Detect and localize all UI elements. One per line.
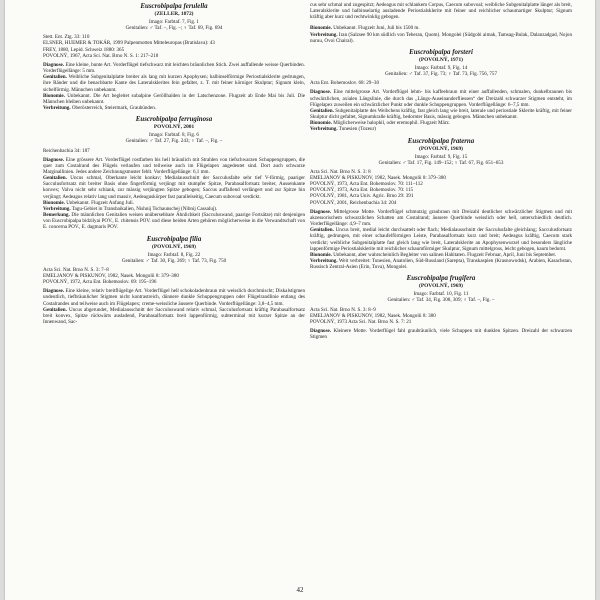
section-label: Bionomie.: [43, 92, 65, 99]
imago-reference: Imago: Farbtaf. 7, Fig. 1: [149, 19, 199, 25]
literature-reference: EMELJANOV & PISKUNOV, 1982, Nasek. Mongolii 8: 379–380: [310, 174, 446, 181]
section-text: Die männlichen Genitalien weisen unübersehbare Ähnlichkeit (Sacculuswand, paarige Fortsätze) mit denjenigen von Euscrobipalpa bidzilyai POV., E. chitensis POV. und diese beiden Arten gehören möglicherweise in die Verwandtschaft von E. concerna POV., E. dagmaris POV.: [43, 212, 305, 231]
description-section: [310, 209, 572, 227]
section-text: Mittelgrosse Motte. Vorderflügel schmutzig graubraun mit Dreizahl deutlicher schwärzlicher Stigmen und mit akzessorischem schwarzlichen Schatten am Costalrand; äussere Querbinde weisslich oder hell, unterschiedlich deutlich. Vorderflügellänge: 4,9–7 mm.: [310, 208, 572, 228]
section-label: Bemerkung.: [43, 212, 70, 219]
description-section: [43, 105, 305, 111]
genitalia-reference: Genitalien: ♂ Taf. 34, Fig. 308, 309; ♀ Taf. –, Fig. –: [387, 297, 495, 304]
literature-references: [310, 307, 572, 325]
continued-text: cus sehr schmal und zugespitzt; Aedeagus mit schlankem Corpus, Caecum subovoal; weibliche Subgenitalplatte länger als breit, Lateralsklerite und halbinselartig ausladende Periostialsklerite mit feiner und reichlicher schaumartiger Skulptur; Signum kräftig aber kurz und rechtwinklig gebogen.: [310, 2, 572, 21]
section-label: Diagnose.: [310, 208, 332, 215]
section-text: Unbekannt. Flugzeit Juni, Juli bis 1500 m.: [331, 25, 420, 32]
description-section: [43, 157, 305, 175]
literature-reference: POVOLNÝ, 1972, Acta Ent. Bohemoslov. 69: 195–196: [43, 279, 157, 286]
species-title: Euscrobipalpa ferruginosa: [135, 116, 213, 124]
species-title: Euscrobipalpa fraterna: [407, 137, 475, 145]
section-label: Genitalien.: [310, 107, 334, 114]
genitalia-reference: Genitalien: ♂ Taf. 27, Fig. 243; ♀ Taf. –, Fig. –: [125, 138, 223, 145]
literature-reference: POVOLNÝ, 1973 Acta Sci. Nat. Brno N. S. 7: 21: [310, 318, 412, 325]
section-text: Eine grössere Art. Vorderflügel rostfarben bis hell bräunlich mit Strahlen von tiefschwarzen Schuppengruppen, die quer zum Costalrand des Flügels verlaufen und teilweise auch im Flügelapex angedeutet sind. Dort auch schwarze Marginallinien. Jedes andere Zeichnungsmuster fehlt. Vorderflügellänge: 6,1 mm.: [43, 156, 305, 175]
section-text: Möglicherweise halophil, oder eremophil. Flugzeit März.: [331, 120, 451, 127]
literature-reference: Acta Sci. Nat. Brno N. S. 3: 8: [310, 168, 371, 175]
genitalia-reference: Genitalien: ♂ Taf. 17, Fig. 149–152; ♀ Taf. 67, Fig. 651–653: [378, 159, 504, 166]
literature-reference: Acta Sci. Nat. Brno N. S. 3: 8–9: [310, 306, 376, 313]
section-label: Verbreitung.: [310, 31, 338, 38]
section-text: Unbekannt, aber wahrscheinlich Begleiter von salinen Habitaten. Flugzeit Februar, April, Juni bis September.: [331, 251, 557, 258]
species-entry: [310, 25, 572, 43]
section-text: Oberösterreich, Steiermark, Graubünden.: [70, 105, 157, 112]
description-section: [43, 212, 305, 230]
description-section: [310, 89, 572, 107]
imago-reference: Imago: Farbtaf. 8, Fig. 6: [149, 132, 199, 139]
section-text: Uncus abgerundet, Medialausschnitt der Sacculuswand relativ schmal, Sacculusfortsatz kräftig Parabasalfortsatz breit konvex, Spitze rückwärts ausladend, Parabasalfortsatz breit lappenförmig, subterminal mit kurzer Spitze an der Innenwand, Sac-: [43, 306, 305, 326]
species-title: Euscrobipalpa ferulella: [140, 3, 208, 10]
section-label: Diagnose.: [310, 89, 332, 96]
page-number: 42: [296, 586, 304, 594]
section-label: Bionomie.: [310, 120, 332, 127]
section-text: Eine mittelgrosse Art. Vorderflügel lehm- bis kaffeebraun mit einer auffallenden, schmalen, dunkelbraunen bis schwärzlichen, axialen Längslinie, die durch das „Längs-Auseinanderfliessen“ der Dreizahl schwarzer Stigmen entsteht, im Flügelapex zuweilen ein schwärzlicher Punkt oder dunkle Schuppengruppen. Vorderflügellänge: 6–7,5 mm.: [310, 89, 572, 108]
section-text: Eine kleine, bunte Art. Vorderflügel tiefschwarz mit leichten bräunlichen Stich. Zwei auffallende weisse Querbinden. Vorderflügellänge: 5 mm.: [43, 61, 305, 75]
section-label: Bionomie.: [310, 251, 332, 258]
description-section: [310, 32, 572, 44]
literature-references: [43, 267, 305, 285]
section-label: Genitalien.: [43, 74, 67, 81]
literature-reference: POVOLNÝ, 1981, Acta Univ. Agric. Brno 29: 391: [310, 193, 414, 200]
species-title: Euscrobipalpa filia: [146, 235, 202, 243]
section-text: Weit verbreitet: Tunesien, Anatolien, Süd-Russland (Sarepta), Transkaspien (Krasnowodsk), Arabien, Kasachstan, Russisch Zentral-Asien (Erin, Tuva), Mongolei.: [310, 258, 572, 271]
section-text: Unbekannt. Die Art begleitet subalpine Geröllhalden in der Latschenzone. Flugzeit ab Ende Mai bis Juli. Die Männchen bleiben unbekannt.: [43, 92, 305, 105]
section-label: Diagnose.: [43, 156, 65, 163]
description-section: [310, 126, 572, 132]
species-entry: [310, 138, 572, 271]
literature-reference: EMELJANOV & PISKUNOV, 1982, Nasek. Mongolii 8: 380: [310, 312, 436, 319]
section-text: Unbekannt. Flugzeit Anfang Juli.: [64, 199, 134, 206]
literature-reference: POVOLNÝ, 1967, Acta Sci. Nat. Brno N. S. 1: 217–218: [43, 52, 159, 59]
literature-references: [310, 169, 572, 206]
species-author: (POVOLNÝ, 1971): [419, 56, 463, 63]
species-author: (POVOLNÝ, 1969): [419, 283, 463, 290]
section-text: Iran (Salzsee 90 km südlich von Teheran, Quom). Mongolei (Südgobi aimak, Tamsag-Bulak, Dalanzadgad, Nojon nuruu, Ovoi Chairal).: [310, 31, 572, 44]
section-label: Diagnose.: [43, 288, 65, 295]
description-section: [310, 108, 572, 120]
literature-references: [310, 80, 572, 86]
literature-reference: Reichenbachia 34: 187: [43, 147, 90, 154]
description-section: [43, 62, 305, 74]
genitalia-reference: Genitalien: ♂ Taf. –, Fig. –; ♀ Taf. 69, Fig. 694: [125, 25, 223, 32]
section-label: Verbreitung.: [43, 205, 71, 212]
imago-reference: Imago: Farbtaf. 8, Fig. 22: [147, 251, 201, 258]
section-text: Weibliche Subgenitalplatte breiter als lang mit kurzen Apophysen; halbinselförmige Periostialsklerite gedrungen, ihre Ränder und die benachbarte Kante des Lateralsklerites fein gefaltet, z. T. mit feiner körniger Skulptur; Signum klein, sichelförmig. Männchen unbekannt.: [43, 74, 305, 93]
species-entry: [43, 116, 305, 230]
species-entry: [310, 275, 572, 340]
imago-reference: Imago: Farbtaf. 9, Fig. 14: [414, 64, 468, 71]
genitalia-reference: Genitalien: ♂ Taf. 30, Fig. 269; ♀ Taf. 73, Fig. 750: [121, 257, 227, 264]
species-author: (ZELLER, 1872): [154, 11, 194, 17]
genitalia-reference: Genitalien: ♂ Taf. 37, Fig. 73; ♀ Taf. 73, Fig. 756, 757: [384, 71, 497, 78]
description-section: [43, 74, 305, 92]
imago-reference: Imago: Farbtaf. 10, Fig. 11: [413, 291, 469, 298]
right-column: [310, 2, 572, 345]
section-label: Diagnose.: [310, 328, 332, 335]
species-entry: [43, 236, 305, 326]
section-text: Subgenitalplatte des Weibchens kräftig, fast gleich lang wie breit, laterale und periostiale Sklerite kräftig, mit feiner Skulptur dicht gefaltet, Signumkralle kräftig, bedornter Basis, mässig gebogen. Männchen unbekannt.: [310, 107, 572, 121]
description-section: [43, 175, 305, 200]
description-section: [43, 288, 305, 306]
imago-reference: Imago: Farbtaf. 9, Fig. 15: [414, 153, 468, 160]
section-label: Verbreitung.: [310, 126, 338, 133]
species-title: Euscrobipalpa frugifera: [406, 275, 476, 283]
species-entry: [310, 49, 572, 133]
section-text: Tagu-Gebiet in Transbaikalien, Nishnij Tschaunschej (Nibnij Cassaluj).: [70, 205, 218, 212]
literature-reference: POVOLNÝ, 2001, Reichenbachia 34: 204: [310, 199, 397, 206]
section-text: Uncus breit, medial leicht durchsattelt oder flach; Medialausschnitt der Sacculusfalte gleichlang; Sacculusfortsatz kräftig, gedrungen, mit einer schaufelförmigen Leiste, Parabasalfortsatz kurz und breit; Aedeagus kräftig, Caecum stark verdickt; weibliche Subgenitalplatte fast gleich lang wie breit, Lateralsklerite an Apophysenwurzel und besonders längliche lappenförmige Periostialsklerite mit reichlicher schaumförmiger Skulptur, Signum mittelgross, leicht gebogen, kaum bedornt.: [310, 227, 572, 252]
literature-reference: Stett. Ent. Ztg. 33: 110: [43, 34, 90, 41]
section-text: Uncus schmal, Oberkante leicht konkav; Medialausschnitt der Sacculusfalte sehr tief V-förmig, paariger Sacculusfortsatz mit breiter Basis ohne fingerförmig verjüngt mit stumpfer Spitze, Parabasalfortsatz breiter, Aussenkante konvex; Valva nicht sehr schlank, zur mässig verjüngten Spitze gebogen; Saccus auffallend verlängert und zur Spitze hin verjüngt; Aedeagus relativ lang und massiv, Aedeaguskörper fast parallelseitig, Caecum subovoal verdickt.: [43, 175, 305, 200]
literature-references: [43, 34, 305, 59]
section-label: Verbreitung.: [43, 105, 71, 112]
literature-reference: POVOLNÝ, 1973, Acta Ent. Bohemoslov. 70: 111–112: [310, 181, 423, 188]
section-label: Genitalien.: [43, 306, 67, 313]
section-text: Kleinere Motte. Vorderflügel fahl graubräunlich, viele Schuppen mit dunklen Spitzen. Dreizahl der schwarzen Stigmen: [310, 328, 572, 341]
section-label: Bionomie.: [43, 199, 65, 206]
section-label: Genitalien.: [310, 227, 334, 234]
section-text: Tunesien (Tozeur): [337, 126, 377, 133]
species-author: POVOLNÝ, 2001: [153, 124, 195, 131]
description-section: [43, 307, 305, 325]
literature-reference: EMELJANOV & PISKUNOV, 1982, Nasek. Mongolii 8: 379–380: [43, 273, 179, 279]
literature-reference: FREY, 1880, Lepid. Schweiz 1880: 365: [43, 46, 125, 53]
species-author: (POVOLNÝ, 1969): [152, 243, 196, 250]
literature-reference: ELSNER, HUEMER & TOKÁR, 1999 Palpenmotten Mitteleuropas (Bratislava): 43: [43, 40, 215, 47]
species-title: Euscrobipalpa forsteri: [409, 48, 473, 56]
document-page: [5, 0, 595, 600]
description-section: [310, 227, 572, 252]
description-section: [310, 328, 572, 340]
section-text: Eine kleine, relativ breitflügelige Art. Vorderflügel hell schokoladenbraun mit weisslich durchmischt; Diskalstigmen undeutlich, tiefbräunlicher Stigmen nicht kontrastreich, dünnere dunkle Schuppengruppen oder Flügelrandlinie entlang des Costalrandes und teilweise auch im Flügelapex; creme-weissliche äussere Querbinde. Vorderflügellänge: 3,8–4,5 mm.: [43, 288, 305, 307]
section-label: Genitalien.: [43, 175, 67, 182]
literature-reference: Acta Sci. Nat. Brno N. S. 3: 7–8: [43, 266, 109, 273]
literature-reference: POVOLNÝ, 1973, Acta Ent. Bohemoslov. 70: 115: [310, 187, 414, 194]
literature-reference: Acta Ent. Bohemoslov. 68: 29–30: [310, 80, 379, 87]
species-author: (POVOLNÝ, 1969): [419, 145, 463, 152]
description-section: [310, 258, 572, 270]
section-label: Diagnose.: [43, 61, 65, 68]
description-section: [43, 93, 305, 105]
literature-references: [43, 148, 305, 154]
section-label: Verbreitung.: [310, 258, 338, 264]
species-entry: [310, 2, 572, 20]
species-entry: [43, 3, 305, 111]
left-column: [43, 2, 305, 330]
section-label: Bionomie.: [310, 25, 332, 32]
